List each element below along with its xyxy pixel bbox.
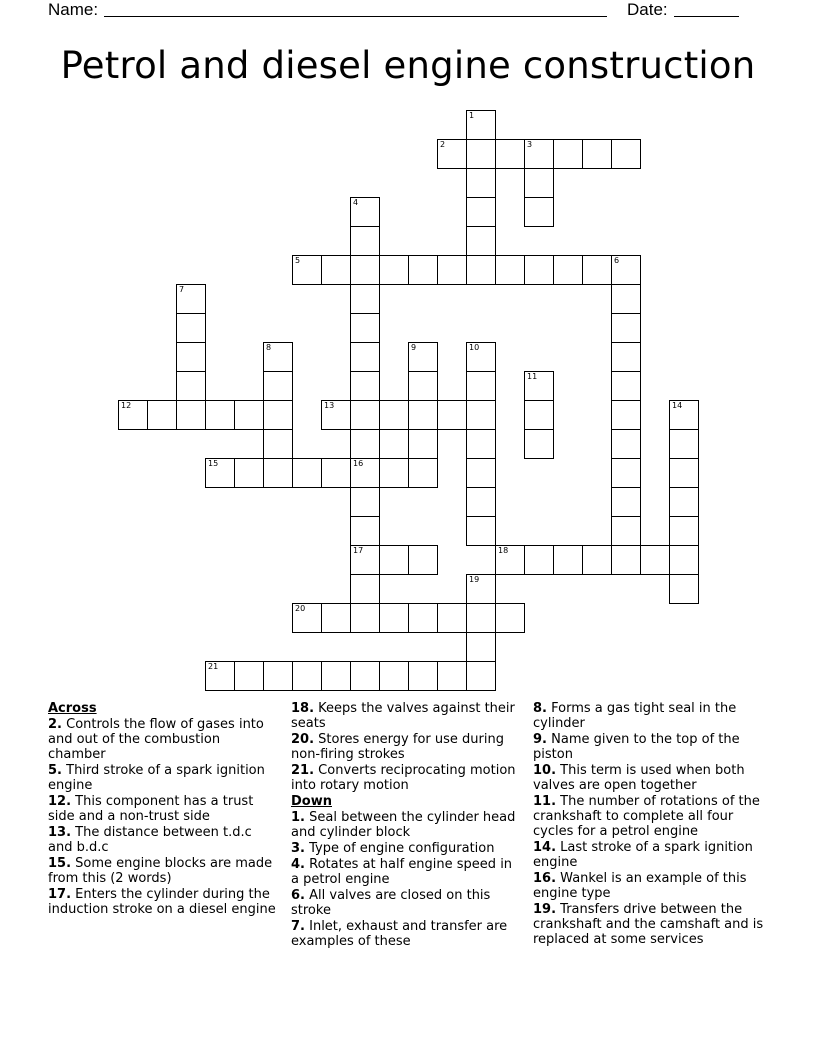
crossword-cell[interactable]	[669, 545, 699, 575]
crossword-cell[interactable]	[582, 545, 612, 575]
crossword-cell[interactable]	[408, 342, 438, 372]
crossword-cell[interactable]	[205, 458, 235, 488]
cell-number: 8	[266, 343, 272, 352]
clue-down-1: 1. Seal between the cylinder head and cylinder block	[291, 810, 516, 840]
crossword-cell[interactable]	[466, 603, 496, 633]
crossword-cell[interactable]	[466, 371, 496, 401]
crossword-cell[interactable]	[466, 139, 496, 169]
crossword-cell[interactable]	[350, 429, 380, 459]
crossword-cell[interactable]	[524, 429, 554, 459]
clue-down-14: 14. Last stroke of a spark ignition engine	[533, 840, 753, 870]
crossword-cell[interactable]	[205, 400, 235, 430]
crossword-cell[interactable]	[466, 574, 496, 604]
crossword-cell[interactable]	[466, 342, 496, 372]
crossword-cell[interactable]	[466, 226, 496, 256]
crossword-cell[interactable]	[350, 400, 380, 430]
crossword-cell[interactable]	[408, 371, 438, 401]
crossword-cell[interactable]	[350, 371, 380, 401]
crossword-cell[interactable]	[350, 574, 380, 604]
crossword-cell[interactable]	[466, 255, 496, 285]
crossword-cell[interactable]	[350, 458, 380, 488]
crossword-cell[interactable]	[147, 400, 177, 430]
crossword-cell[interactable]	[524, 545, 554, 575]
down-heading: Down	[291, 794, 332, 809]
crossword-cell[interactable]	[321, 661, 351, 691]
crossword-cell[interactable]	[466, 197, 496, 227]
crossword-cell[interactable]	[379, 545, 409, 575]
crossword-cell[interactable]	[524, 371, 554, 401]
crossword-cell[interactable]	[466, 168, 496, 198]
clue-column-2	[291, 701, 523, 950]
cell-number: 12	[121, 401, 132, 410]
clue-down-19: 19. Transfers drive between the crankshaft and the camshaft and is replaced at some services	[533, 902, 764, 947]
crossword-cell[interactable]	[379, 400, 409, 430]
crossword-cell[interactable]	[669, 487, 699, 517]
date-label: Date:	[627, 0, 668, 19]
crossword-cell[interactable]	[611, 139, 641, 169]
crossword-cell[interactable]	[495, 139, 525, 169]
cell-number: 20	[295, 604, 306, 613]
crossword-cell[interactable]	[263, 371, 293, 401]
name-label: Name:	[48, 0, 99, 19]
crossword-cell[interactable]	[176, 342, 206, 372]
clue-down-6: 6. All valves are closed on this stroke	[291, 888, 491, 918]
cell-number: 2	[440, 140, 446, 149]
crossword-cell[interactable]	[524, 255, 554, 285]
crossword-cell[interactable]	[582, 139, 612, 169]
crossword-cell[interactable]	[466, 632, 496, 662]
clue-across-20: 20. Stores energy for use during non-firing strokes	[291, 732, 504, 762]
crossword-cell[interactable]	[466, 516, 496, 546]
crossword-cell[interactable]	[350, 313, 380, 343]
clue-across-21: 21. Converts reciprocating motion into rotary motion	[291, 763, 516, 793]
crossword-cell[interactable]	[408, 458, 438, 488]
cell-number: 4	[353, 198, 359, 207]
crossword-cell[interactable]	[263, 458, 293, 488]
cell-number: 7	[179, 285, 185, 294]
clue-across-13: 13. The distance between t.d.c and b.d.c	[48, 825, 252, 855]
cell-number: 10	[469, 343, 480, 352]
crossword-cell[interactable]	[350, 516, 380, 546]
crossword-cell[interactable]	[669, 400, 699, 430]
crossword-cell[interactable]	[553, 255, 583, 285]
crossword-cell[interactable]	[611, 545, 641, 575]
cell-number: 14	[672, 401, 683, 410]
crossword-cell[interactable]	[292, 661, 322, 691]
crossword-cell[interactable]	[408, 603, 438, 633]
crossword-cell[interactable]	[466, 110, 496, 140]
clue-down-11: 11. The number of rotations of the crankshaft to complete all four cycles for a petrol engine	[533, 794, 760, 839]
cell-number: 21	[208, 662, 219, 671]
crossword-cell[interactable]	[437, 661, 467, 691]
crossword-cell[interactable]	[292, 255, 322, 285]
crossword-cell[interactable]	[611, 400, 641, 430]
cell-number: 3	[527, 140, 533, 149]
crossword-cell[interactable]	[350, 545, 380, 575]
crossword-cell[interactable]	[176, 284, 206, 314]
crossword-cell[interactable]	[350, 226, 380, 256]
cell-number: 9	[411, 343, 417, 352]
crossword-cell[interactable]	[350, 284, 380, 314]
crossword-cell[interactable]	[350, 197, 380, 227]
crossword-cell[interactable]	[263, 661, 293, 691]
across-heading: Across	[48, 701, 97, 716]
crossword-cell[interactable]	[176, 400, 206, 430]
crossword-cell[interactable]	[495, 255, 525, 285]
crossword-cell[interactable]	[466, 487, 496, 517]
crossword-cell[interactable]	[611, 487, 641, 517]
crossword-cell[interactable]	[466, 661, 496, 691]
crossword-cell[interactable]	[524, 168, 554, 198]
crossword-cell[interactable]	[466, 458, 496, 488]
cell-number: 13	[324, 401, 335, 410]
crossword-cell[interactable]	[350, 603, 380, 633]
crossword-cell[interactable]	[611, 255, 641, 285]
crossword-cell[interactable]	[495, 603, 525, 633]
crossword-cell[interactable]	[669, 429, 699, 459]
crossword-cell[interactable]	[234, 661, 264, 691]
crossword-cell[interactable]	[611, 284, 641, 314]
crossword-cell[interactable]	[321, 458, 351, 488]
cell-number: 6	[614, 256, 620, 265]
crossword-cell[interactable]	[437, 400, 467, 430]
clue-down-16: 16. Wankel is an example of this engine type	[533, 871, 747, 901]
crossword-cell[interactable]	[669, 574, 699, 604]
crossword-cell[interactable]	[437, 255, 467, 285]
clue-across-15: 15. Some engine blocks are made from this (2 words)	[48, 856, 273, 886]
crossword-cell[interactable]	[379, 661, 409, 691]
crossword-cell[interactable]	[408, 400, 438, 430]
crossword-cell[interactable]	[524, 400, 554, 430]
crossword-cell[interactable]	[611, 371, 641, 401]
crossword-cell[interactable]	[611, 342, 641, 372]
crossword-cell[interactable]	[321, 400, 351, 430]
crossword-cell[interactable]	[524, 197, 554, 227]
crossword-cell[interactable]	[524, 139, 554, 169]
crossword-cell[interactable]	[292, 458, 322, 488]
crossword-cell[interactable]	[582, 255, 612, 285]
clue-across-18: 18. Keeps the valves against their seats	[291, 701, 515, 731]
crossword-cell[interactable]	[495, 545, 525, 575]
crossword-cell[interactable]	[118, 400, 148, 430]
crossword-cell[interactable]	[350, 255, 380, 285]
crossword-cell[interactable]	[611, 458, 641, 488]
crossword-cell[interactable]	[234, 400, 264, 430]
crossword-cell[interactable]	[205, 661, 235, 691]
crossword-cell[interactable]	[350, 342, 380, 372]
crossword-cell[interactable]	[408, 661, 438, 691]
cell-number: 15	[208, 459, 219, 468]
crossword-cell[interactable]	[350, 661, 380, 691]
crossword-cell[interactable]	[234, 458, 264, 488]
crossword-cell[interactable]	[408, 255, 438, 285]
clue-down-9: 9. Name given to the top of the piston	[533, 732, 740, 762]
crossword-cell[interactable]	[408, 545, 438, 575]
crossword-cell[interactable]	[553, 139, 583, 169]
crossword-cell[interactable]	[321, 255, 351, 285]
crossword-cell[interactable]	[466, 400, 496, 430]
clue-down-3: 3. Type of engine configuration	[291, 841, 495, 856]
crossword-cell[interactable]	[321, 603, 351, 633]
crossword-cell[interactable]	[669, 458, 699, 488]
crossword-cell[interactable]	[379, 603, 409, 633]
crossword-cell[interactable]	[437, 139, 467, 169]
crossword-cell[interactable]	[640, 545, 670, 575]
cell-number: 18	[498, 546, 509, 555]
crossword-cell[interactable]	[611, 516, 641, 546]
crossword-cell[interactable]	[176, 371, 206, 401]
crossword-cell[interactable]	[263, 400, 293, 430]
crossword-cell[interactable]	[553, 545, 583, 575]
crossword-cell[interactable]	[611, 429, 641, 459]
clue-across-17: 17. Enters the cylinder during the induction stroke on a diesel engine	[48, 887, 276, 917]
cell-number: 5	[295, 256, 301, 265]
crossword-cell[interactable]	[379, 255, 409, 285]
cell-number: 17	[353, 546, 364, 555]
crossword-cell[interactable]	[263, 429, 293, 459]
crossword-cell[interactable]	[176, 313, 206, 343]
cell-number: 19	[469, 575, 480, 584]
crossword-cell[interactable]	[437, 603, 467, 633]
crossword-cell[interactable]	[379, 458, 409, 488]
cell-number: 1	[469, 111, 475, 120]
cell-number: 16	[353, 459, 364, 468]
clue-across-2: 2. Controls the flow of gases into and out of the combustion chamber	[48, 717, 264, 762]
clue-down-8: 8. Forms a gas tight seal in the cylinder	[533, 701, 737, 731]
cell-number: 11	[527, 372, 538, 381]
crossword-cell[interactable]	[466, 429, 496, 459]
crossword-cell[interactable]	[292, 603, 322, 633]
clue-down-10: 10. This term is used when both valves are open together	[533, 763, 745, 793]
crossword-cell[interactable]	[669, 516, 699, 546]
clue-column-3	[533, 701, 765, 948]
clue-column-1	[48, 701, 280, 918]
clue-across-5: 5. Third stroke of a spark ignition engine	[48, 763, 265, 793]
clue-down-7: 7. Inlet, exhaust and transfer are examples of these	[291, 919, 508, 949]
clue-down-4: 4. Rotates at half engine speed in a petrol engine	[291, 857, 513, 887]
clue-across-12: 12. This component has a trust side and a non-trust side	[48, 794, 254, 824]
page-title: Petrol and diesel engine construction	[60, 44, 756, 87]
crossword-cell[interactable]	[408, 429, 438, 459]
crossword-cell[interactable]	[263, 342, 293, 372]
crossword-cell[interactable]	[611, 313, 641, 343]
crossword-cell[interactable]	[350, 487, 380, 517]
